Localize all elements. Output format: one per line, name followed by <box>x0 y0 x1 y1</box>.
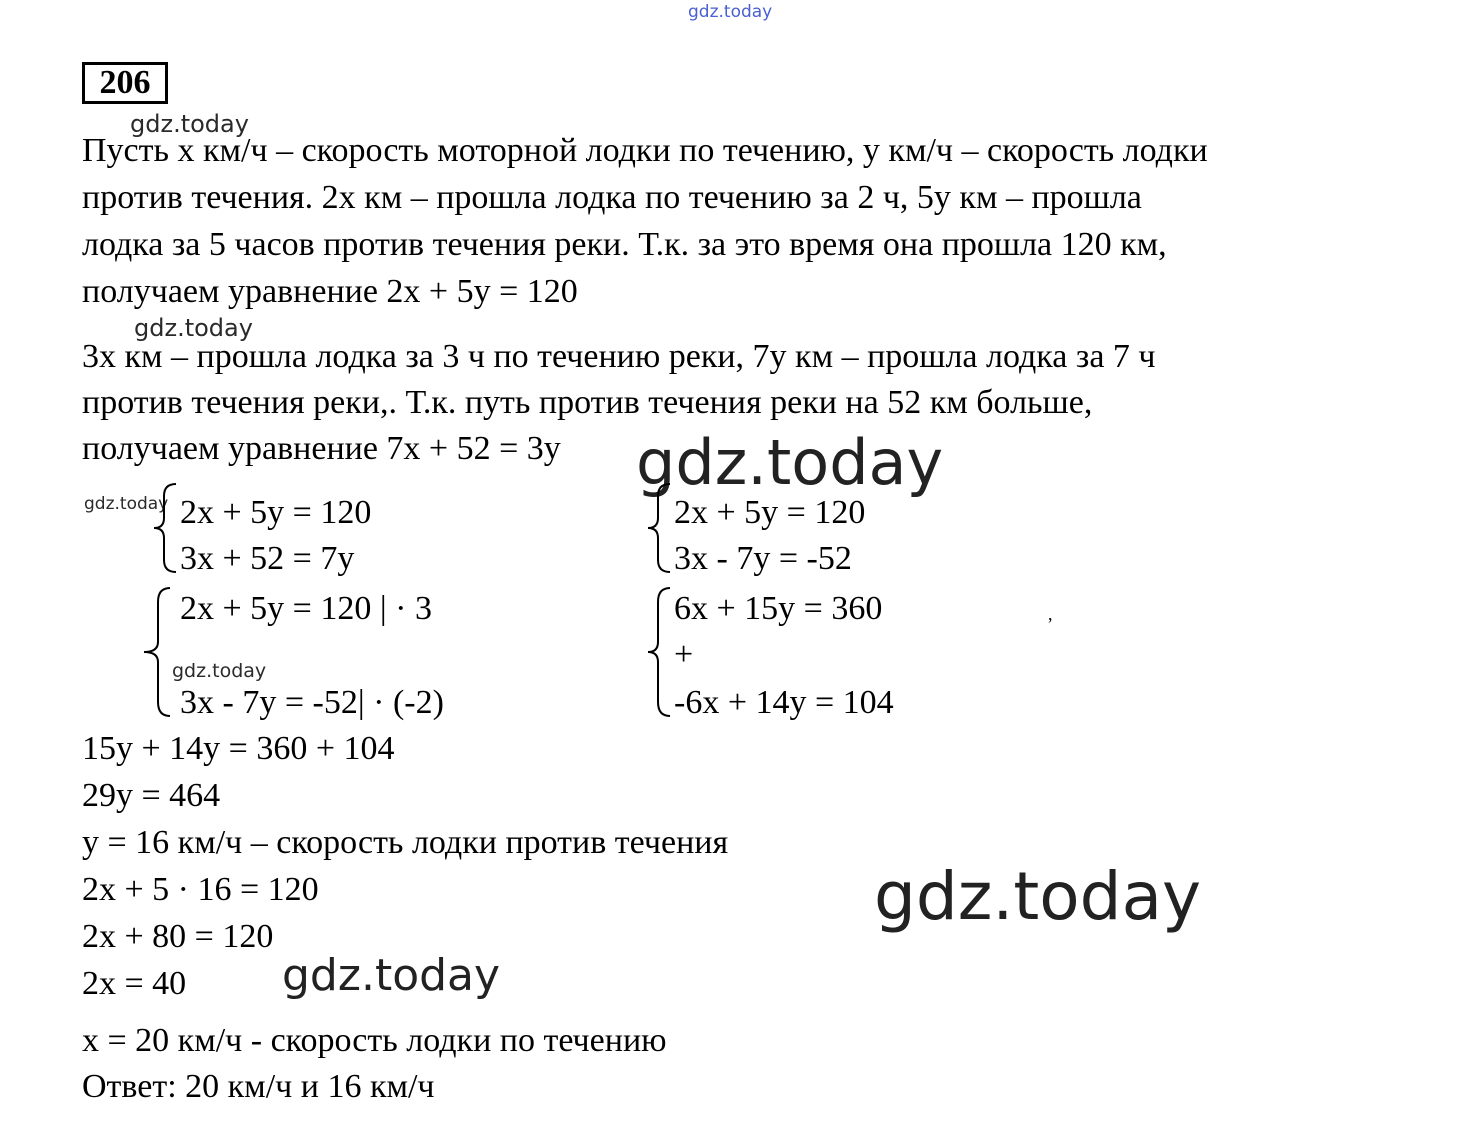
answer-line: Ответ: 20 км/ч и 16 км/ч <box>82 1068 435 1105</box>
stray-mark: , <box>1048 604 1053 624</box>
system1-eq2: 3х + 52 = 7у <box>180 540 355 577</box>
watermark-top: gdz.today <box>688 2 773 22</box>
system4-eq2: -6х + 14у = 104 <box>674 684 894 721</box>
system3-brace <box>140 584 174 720</box>
system2-eq1: 2х + 5у = 120 <box>674 494 866 531</box>
system2-eq2: 3х - 7у = -52 <box>674 540 852 577</box>
watermark-small-1: gdz.today <box>130 110 249 138</box>
conclusion-line: х = 20 км/ч - скорость лодки по течению <box>82 1022 667 1059</box>
system3-eq1: 2х + 5у = 120 | · 3 <box>180 590 432 627</box>
system1-eq1: 2х + 5у = 120 <box>180 494 372 531</box>
paragraph2-line3: получаем уравнение 7х + 52 = 3у <box>82 430 561 467</box>
paragraph1-line2: против течения. 2х км – прошла лодка по течению за 2 ч, 5у км – прошла <box>82 179 1142 216</box>
solution-line6: 2х = 40 <box>82 965 187 1002</box>
solution-line3: у = 16 км/ч – скорость лодки против течения <box>82 824 729 861</box>
paragraph1-line3: лодка за 5 часов против течения реки. Т.к. за это время она прошла 120 км, <box>82 226 1167 263</box>
paragraph1-line4: получаем уравнение 2х + 5у = 120 <box>82 273 578 310</box>
solution-line4: 2х + 5 · 16 = 120 <box>82 871 319 908</box>
watermark-tiny-1: gdz.today <box>84 494 169 514</box>
solution-line1: 15у + 14у = 360 + 104 <box>82 730 395 767</box>
problem-number: 206 <box>82 62 168 104</box>
watermark-large-2: gdz.today <box>874 858 1202 935</box>
system2-brace <box>644 480 674 576</box>
system4-plus: + <box>674 636 694 673</box>
paragraph2-line2: против течения реки,. Т.к. путь против течения реки на 52 км больше, <box>82 384 1093 421</box>
system3-eq2: 3х - 7у = -52| · (-2) <box>180 684 444 721</box>
solution-line5: 2х + 80 = 120 <box>82 918 274 955</box>
watermark-tiny-2: gdz.today <box>172 660 267 682</box>
system1-brace <box>150 480 180 576</box>
watermark-medium: gdz.today <box>282 950 501 1001</box>
paragraph1-line1: Пусть х км/ч – скорость моторной лодки по течению, у км/ч – скорость лодки <box>82 132 1208 169</box>
system4-eq1: 6х + 15у = 360 <box>674 590 883 627</box>
watermark-large-1: gdz.today <box>636 426 944 499</box>
paragraph2-line1: 3х км – прошла лодка за 3 ч по течению реки, 7у км – прошла лодка за 7 ч <box>82 338 1156 375</box>
solution-line2: 29у = 464 <box>82 777 221 814</box>
system4-brace <box>644 584 674 720</box>
watermark-small-2: gdz.today <box>134 314 253 342</box>
